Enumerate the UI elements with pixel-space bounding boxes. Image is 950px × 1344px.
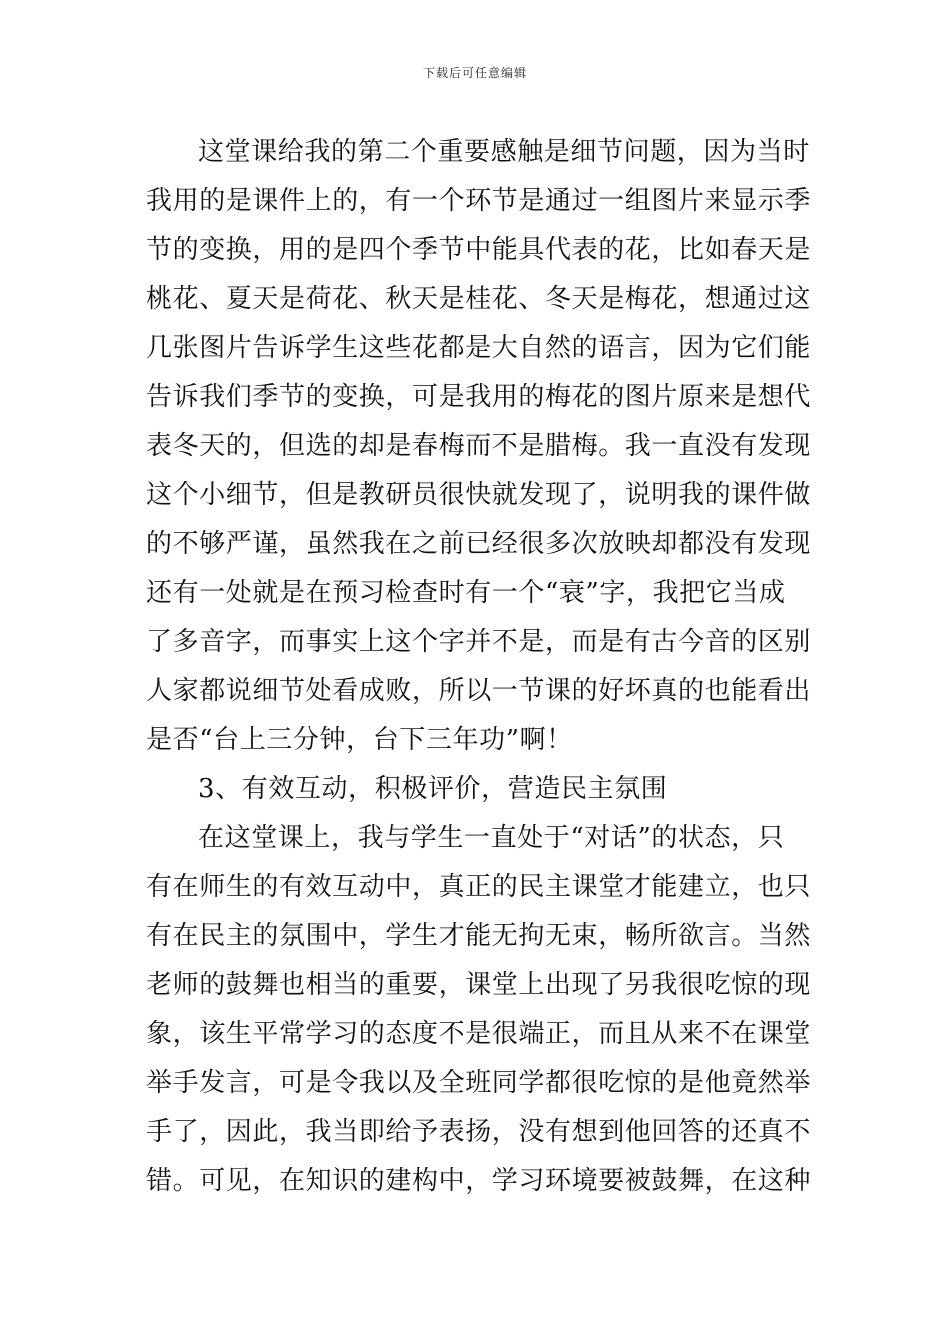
paragraph-line: 这堂课给我的第二个重要感触是细节问题，因为当时 <box>198 137 810 167</box>
page-header: 下载后可任意编辑 <box>422 66 527 80</box>
paragraph-line: 老师的鼓舞也相当的重要，课堂上出现了另我很吃惊的现 <box>146 970 812 1000</box>
paragraph-line: 人家都说细节处看成败，所以一节课的好坏真的也能看出 <box>146 676 812 706</box>
paragraph-line: 象，该生平常学习的态度不是很端正，而且从来不在课堂 <box>146 1019 812 1049</box>
paragraph-line: 有在民主的氛围中，学生才能无拘无束，畅所欲言。当然 <box>146 921 812 951</box>
paragraph-line: 是否“台上三分钟，台下三年功”啊！ <box>146 725 573 755</box>
paragraph-line: 节的变换，用的是四个季节中能具代表的花，比如春天是 <box>146 235 812 265</box>
paragraph-line: 手了，因此，我当即给予表扬，没有想到他回答的还真不 <box>146 1117 812 1147</box>
paragraph-line: 的不够严谨，虽然我在之前已经很多次放映却都没有发现 <box>146 529 812 559</box>
paragraph-line: 几张图片告诉学生这些花都是大自然的语言，因为它们能 <box>146 333 812 363</box>
paragraph-line: 表冬天的，但选的却是春梅而不是腊梅。我一直没有发现 <box>146 431 812 461</box>
paragraph-line: 这个小细节，但是教研员很快就发现了，说明我的课件做 <box>146 480 812 510</box>
paragraph-line: 举手发言，可是令我以及全班同学都很吃惊的是他竟然举 <box>146 1068 812 1098</box>
paragraph-line: 错。可见，在知识的建构中，学习环境要被鼓舞，在这种 <box>146 1166 812 1196</box>
paragraph-line: 了多音字，而事实上这个字并不是，而是有古今音的区别 <box>146 627 812 657</box>
paragraph-line: 有在师生的有效互动中，真正的民主课堂才能建立，也只 <box>146 872 812 902</box>
section-heading: 3、有效互动，积极评价，营造民主氛围 <box>198 774 668 804</box>
paragraph-line: 告诉我们季节的变换，可是我用的梅花的图片原来是想代 <box>146 382 812 412</box>
paragraph-line: 还有一处就是在预习检查时有一个“衰”字，我把它当成 <box>146 578 786 608</box>
paragraph-line: 在这堂课上，我与学生一直处于“对话”的状态，只 <box>198 823 785 853</box>
paragraph-line: 我用的是课件上的，有一个环节是通过一组图片来显示季 <box>146 186 812 216</box>
document-body <box>146 128 811 1206</box>
paragraph-line: 桃花、夏天是荷花、秋天是桂花、冬天是梅花，想通过这 <box>146 284 812 314</box>
